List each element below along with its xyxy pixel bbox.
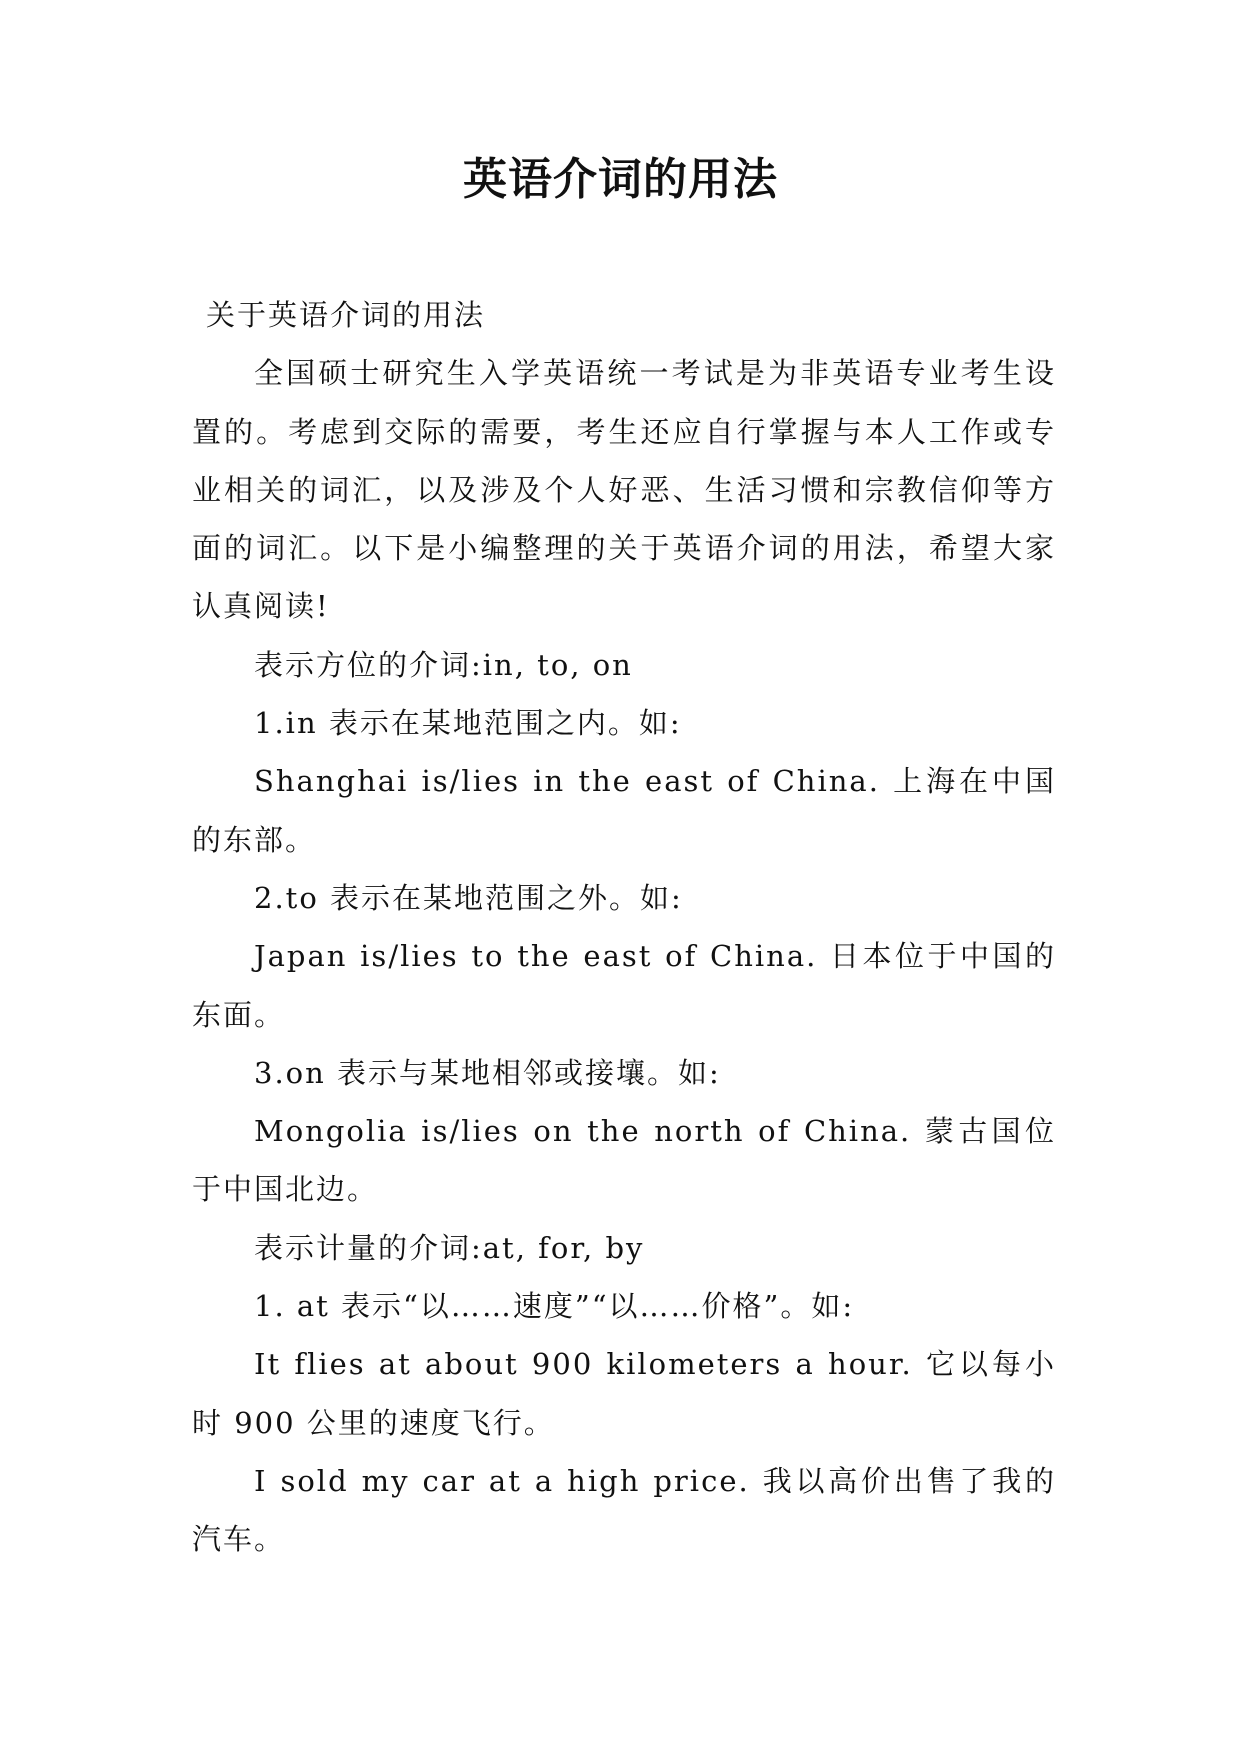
rule-on: 3.on 表示与某地相邻或接壤。如:	[254, 1055, 721, 1090]
subheading: 关于英语介词的用法	[206, 298, 486, 332]
intro-paragraph: 全国硕士研究生入学英语统一考试是为非英语专业考生设置的。考虑到交际的需要，考生还应自行掌握与本人工作或专业相关的词汇，以及涉及个人好恶、生活习惯和宗教信仰等方面的词汇。以下是小编整理的关于英语介词的用法，希望大家认真阅读!	[192, 356, 1056, 624]
example-on: Mongolia is/lies on the north of China. 蒙古国位于中国北边。	[192, 1114, 1056, 1207]
example-at-price: I sold my car at a high price. 我以高价出售了我的汽车。	[192, 1463, 1056, 1557]
document-body	[192, 286, 1056, 1569]
rule-at: 1. at 表示“以……速度”“以……价格”。如:	[254, 1289, 855, 1324]
document-title: 英语介词的用法	[463, 154, 778, 205]
example-to: Japan is/lies to the east of China. 日本位于中国的东面。	[192, 939, 1056, 1032]
example-at-speed: It flies at about 900 kilometers a hour. 它以每小时 900 公里的速度飞行。	[192, 1347, 1056, 1440]
section-heading-location: 表示方位的介词:in, to, on	[254, 647, 633, 682]
rule-in: 1.in 表示在某地范围之内。如:	[254, 706, 682, 741]
section-heading-measure: 表示计量的介词:at, for, by	[254, 1230, 645, 1265]
rule-to: 2.to 表示在某地范围之外。如:	[254, 880, 683, 915]
example-in: Shanghai is/lies in the east of China. 上海在中国的东部。	[192, 764, 1056, 857]
